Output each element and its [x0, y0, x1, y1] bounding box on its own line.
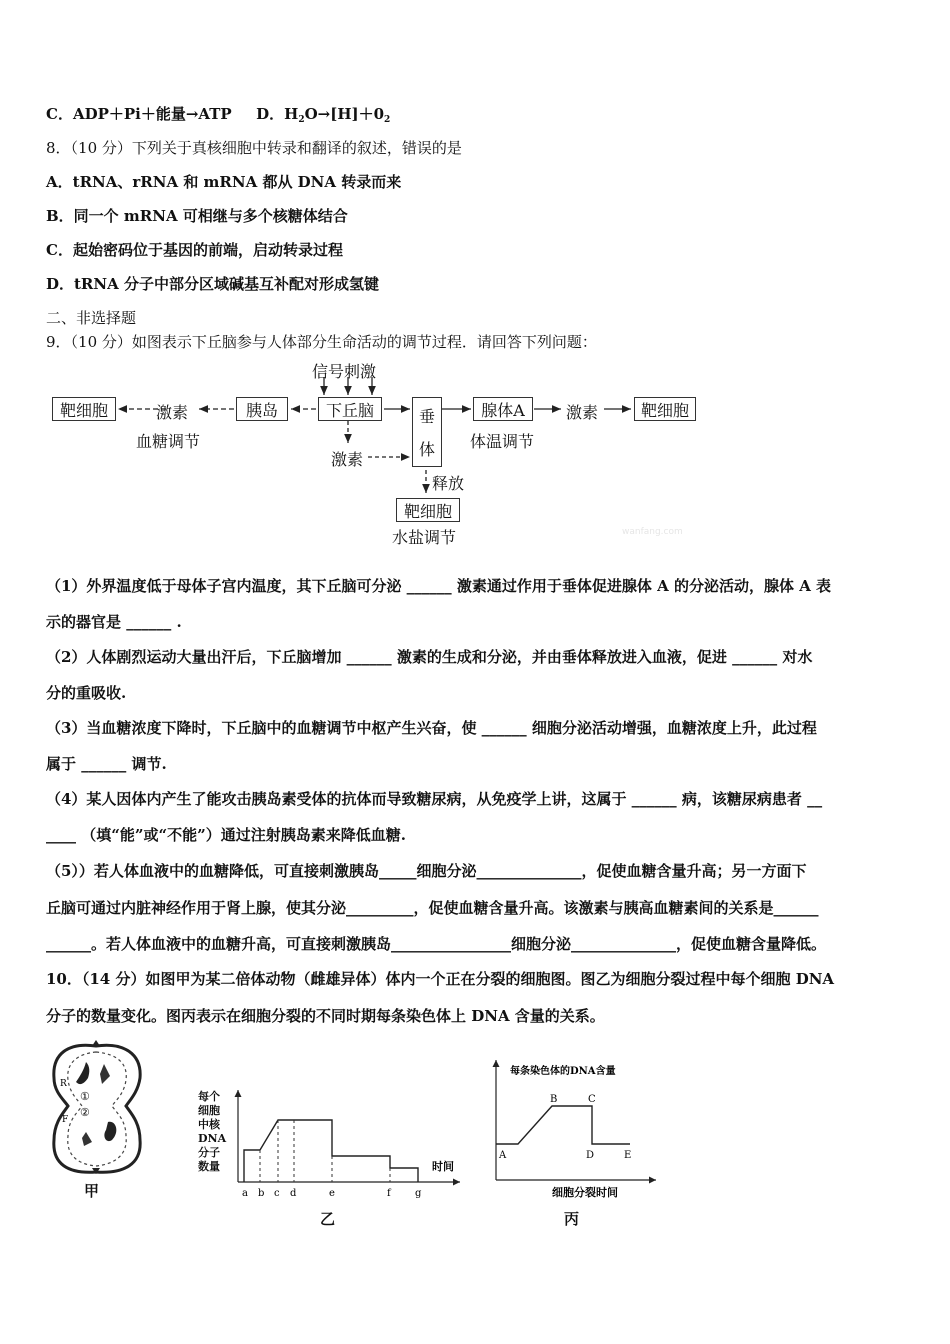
blood-sugar-label: 血糖调节 — [136, 432, 201, 451]
q9-sub4-line2: ____ （填“能”或“不能”）通过注射胰岛素来降低血糖. — [46, 826, 406, 844]
fig-yi-ylabel-line: DNA — [198, 1132, 227, 1145]
fig-yi-ylabel-line: 中核 — [198, 1118, 220, 1131]
fig-yi-ylabel-line: 每个 — [198, 1090, 220, 1103]
q7-options-cd — [46, 104, 390, 130]
chromosome-4 — [82, 1132, 92, 1146]
fig-bing-ylabel: 每条染色体的DNA含量 — [510, 1066, 616, 1077]
q9-sub2-line1: （2）人体剧烈运动大量出汗后，下丘脑增加 ______ 激素的生成和分泌，并由垂体释放进入血液，促进 ______ 对水 — [46, 648, 813, 666]
fig-bing-dna-line — [496, 1106, 630, 1144]
fig-yi-ylabel-line: 细胞 — [198, 1104, 220, 1117]
fig-bing-caption: 丙 — [564, 1210, 580, 1228]
fig-bing-xlabel: 细胞分裂时间 — [552, 1186, 618, 1199]
spindle — [68, 1052, 127, 1166]
fig-yi-ylabel — [198, 1090, 226, 1174]
q9-sub2-line2: 分的重吸收. — [46, 684, 127, 702]
q8-option-a: A．tRNA、rRNA 和 mRNA 都从 DNA 转录而来 — [46, 173, 402, 191]
fig-yi-xlabel: 时间 — [432, 1160, 454, 1173]
pituitary-text-1: 垂 — [418, 407, 435, 426]
q7-option-d: D．$H_2O\to[H]+0_2$ — [256, 105, 391, 125]
q9-sub1-line2: 示的器官是 ______ . — [46, 613, 182, 631]
q9-sub4-line1: （4）某人因体内产生了能攻击胰岛素受体的抗体而导致糖尿病，从免疫学上讲，这属于 ______ 病，该糖尿病患者 __ — [46, 790, 823, 808]
q9-sub5-line3: ______。若人体血液中的血糖升高，可直接刺激胰岛________________细胞分泌______________，促使血糖含量降低。 — [46, 935, 827, 953]
q8-option-d: D．tRNA 分子中部分区域碱基互补配对形成氢键 — [46, 275, 379, 293]
fig-jia-caption: 甲 — [84, 1182, 100, 1200]
target-cell-bottom: 靶细胞 — [396, 498, 460, 522]
fig-yi-tick-e: e — [329, 1188, 335, 1199]
q9-sub1-line1: （1）外界温度低于母体子宫内温度，其下丘脑可分泌 ______ 激素通过作用于垂体促进腺体 A 的分泌活动，腺体 A 表 — [46, 577, 832, 595]
chromosome-2 — [100, 1064, 110, 1084]
fig-yi-ylabel-line: 数量 — [198, 1160, 220, 1173]
q9-sub3-line2: 属于 ______ 调节. — [46, 755, 167, 773]
hormone-right: 激素 — [566, 403, 599, 422]
hormone-mid: 激素 — [331, 450, 364, 469]
thermoregulation-label: 体温调节 — [470, 432, 535, 451]
fig-bing-point-d: D — [586, 1150, 595, 1161]
pituitary — [412, 397, 442, 467]
fig-yi-tick-g: g — [415, 1188, 422, 1199]
cell-membrane — [54, 1045, 140, 1172]
q7-option-c: C．ADP＋Pi＋能量→ATP — [46, 105, 232, 123]
q10-stem-line1: 10．（14 分）如图甲为某二倍体动物（雌雄异体）体内一个正在分裂的细胞图。图乙为细胞分裂过程中每个细胞 DNA — [46, 970, 835, 988]
fig-yi-tick-d: d — [290, 1188, 297, 1199]
fig-bing-point-b: B — [550, 1094, 558, 1105]
fig-yi-caption: 乙 — [320, 1210, 336, 1228]
watermark: wanfang.com — [622, 527, 683, 537]
q10-stem-line2: 分子的数量变化。图丙表示在细胞分裂的不同时期每条染色体上 DNA 含量的关系。 — [46, 1007, 605, 1025]
hypothalamus: 下丘脑 — [318, 397, 382, 421]
section-heading: 二、非选择题 — [46, 309, 137, 327]
fig-yi-tick-c: c — [274, 1188, 280, 1199]
q9-sub3-line1: （3）当血糖浓度下降时，下丘脑中的血糖调节中枢产生兴奋，使 ______ 细胞分泌活动增强，血糖浓度上升，此过程 — [46, 719, 817, 737]
hormone-left: 激素 — [156, 403, 189, 422]
fig-yi-dna-line — [244, 1120, 418, 1182]
mark-f: F — [62, 1115, 69, 1125]
target-cell-right: 靶细胞 — [634, 397, 696, 421]
chromosome-3 — [104, 1122, 116, 1141]
fig-yi-tick-b: b — [258, 1188, 265, 1199]
mark-1: ① — [80, 1090, 90, 1103]
q8-option-c: C．起始密码位于基因的前端，启动转录过程 — [46, 241, 343, 259]
q9-diagram-arrows — [46, 355, 710, 550]
water-salt-label: 水盐调节 — [392, 528, 457, 547]
release-label: 释放 — [432, 474, 465, 493]
fig-bing-point-a: A — [499, 1150, 507, 1161]
signal-stimulus: 信号刺激 — [312, 362, 377, 381]
mark-2: ② — [80, 1106, 90, 1119]
fig-yi-tick-f: f — [387, 1188, 391, 1199]
fig-yi-chart — [234, 1090, 484, 1240]
q8-option-b: B．同一个 mRNA 可相继与多个核糖体结合 — [46, 207, 348, 225]
fig-bing-point-c: C — [588, 1094, 596, 1105]
q9-stem: 9．（10 分）如图表示下丘脑参与人体部分生命活动的调节过程．请回答下列问题： — [46, 333, 597, 351]
fig-yi-tick-a: a — [242, 1188, 248, 1199]
q9-diagram — [46, 355, 710, 550]
pituitary-text-2: 体 — [418, 440, 435, 459]
gland-a: 腺体A — [473, 397, 533, 421]
fig-bing-chart — [486, 1040, 662, 1200]
fig-jia-cell — [46, 1040, 156, 1190]
target-cell-left: 靶细胞 — [52, 397, 116, 421]
q8-stem: 8．（10 分）下列关于真核细胞中转录和翻译的叙述，错误的是 — [46, 139, 462, 157]
fig-bing-point-e: E — [624, 1150, 632, 1161]
q9-sub5-line1: （5））若人体血液中的血糖降低，可直接刺激胰岛_____细胞分泌______________，促使血糖含量升高；另一方面下 — [46, 862, 807, 880]
fig-yi-ylabel-line: 分子 — [198, 1146, 220, 1159]
mark-r: R — [60, 1079, 67, 1089]
pancreas-islet: 胰岛 — [236, 397, 288, 421]
chromosome-1 — [76, 1062, 89, 1084]
q9-sub5-line2: 丘脑可通过内脏神经作用于肾上腺，使其分泌_________，促使血糖含量升高。该激素与胰高血糖素间的关系是______ — [46, 899, 819, 917]
centriole-top — [92, 1040, 100, 1046]
q10-figures — [46, 1040, 662, 1228]
